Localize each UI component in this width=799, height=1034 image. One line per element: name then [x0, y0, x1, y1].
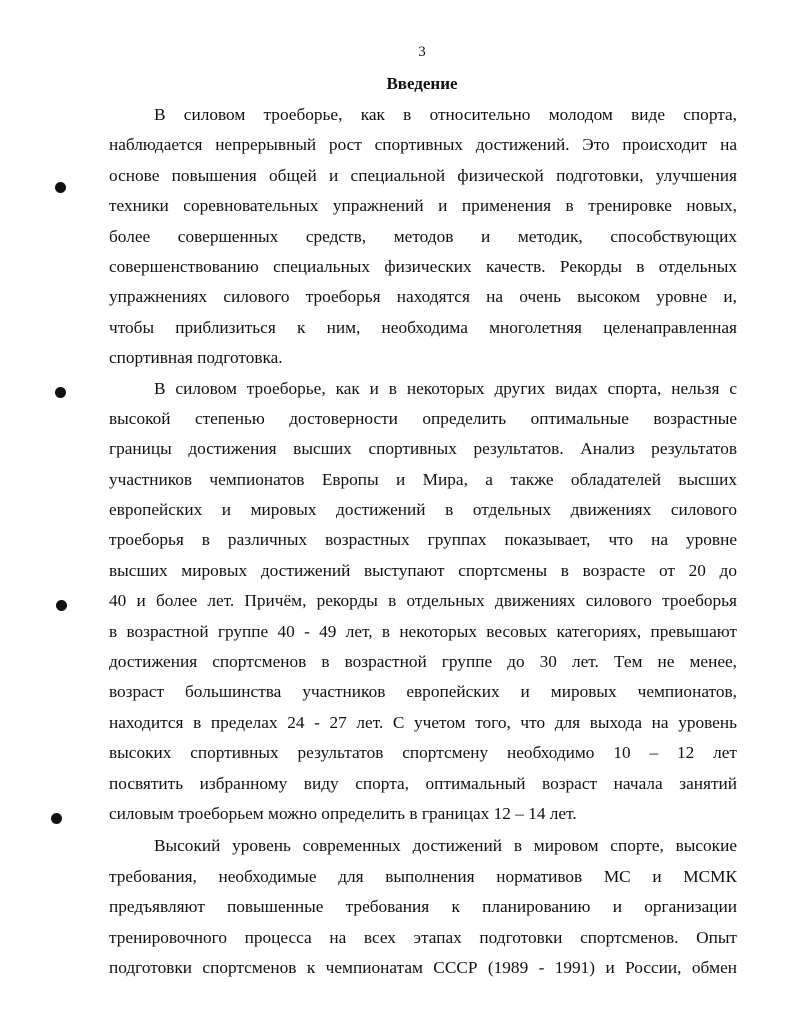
text-line: посвятить избранному виду спорта, оптимальный возраст начала занятий: [109, 773, 737, 793]
page-number: 3: [418, 44, 426, 60]
text-line: европейских и мировых достижений в отдельных движениях силового: [109, 500, 737, 520]
paragraph-intro: [109, 100, 737, 374]
text-line: 40 и более лет. Причём, рекорды в отдельных движениях силового троеборья: [109, 591, 737, 611]
text-line: достижения спортсменов в возрастной группе до 30 лет. Тем не менее,: [109, 652, 737, 672]
text-line: техники соревновательных упражнений и применения в тренировке новых,: [109, 196, 737, 216]
text-line: высокой степенью достоверности определить оптимальные возрастные: [109, 408, 737, 428]
text-line: чтобы приблизиться к ним, необходима многолетняя целенаправленная: [109, 317, 737, 337]
text-line: тренировочного процесса на всех этапах подготовки спортсменов. Опыт: [109, 927, 737, 947]
paragraph-requirements: [109, 831, 737, 983]
text-line: находится в пределах 24 - 27 лет. С учетом того, что для выхода на уровень: [109, 712, 737, 732]
text-line: основе повышения общей и специальной физической подготовки, улучшения: [109, 165, 737, 185]
binder-hole-mark: [56, 600, 67, 611]
text-line: В силовом троеборье, как в относительно молодом виде спорта,: [154, 105, 737, 124]
text-line: совершенствованию специальных физических качеств. Рекорды в отдельных: [109, 256, 737, 276]
text-line: более совершенных средств, методов и методик, способствующих: [109, 226, 737, 246]
text-line: силовым троеборьем можно определить в границах 12 – 14 лет.: [109, 803, 577, 823]
binder-hole-mark: [55, 387, 66, 398]
section-heading: Введение: [386, 74, 458, 93]
text-line: В силовом троеборье, как и в некоторых других видах спорта, нельзя с: [154, 378, 737, 398]
text-line: спортивная подготовка.: [109, 348, 283, 368]
paragraph-age-analysis: [109, 374, 737, 830]
text-line: границы достижения высших спортивных результатов. Анализ результатов: [109, 439, 737, 459]
text-line: троеборья в различных возрастных группах показывает, что на уровне: [109, 530, 737, 550]
text-line: наблюдается непрерывный рост спортивных достижений. Это происходит на: [109, 135, 737, 155]
text-line: предъявляют повышенные требования к планированию и организации: [109, 897, 737, 917]
body-text: [109, 100, 737, 983]
text-line: требования, необходимые для выполнения нормативов МС и МСМК: [109, 866, 737, 886]
text-line: Высокий уровень современных достижений в мировом спорте, высокие: [154, 836, 737, 856]
text-line: возраст большинства участников европейских и мировых чемпионатов,: [109, 682, 737, 702]
text-line: высших мировых достижений выступают спортсмены в возрасте от 20 до: [109, 560, 737, 580]
text-line: высоких спортивных результатов спортсмену необходимо 10 – 12 лет: [109, 743, 737, 763]
text-line: в возрастной группе 40 - 49 лет, в некоторых весовых категориях, превышают: [109, 621, 737, 641]
binder-hole-mark: [55, 182, 66, 193]
text-line: подготовки спортсменов к чемпионатам СССР (1989 - 1991) и России, обмен: [109, 957, 737, 977]
text-line: участников чемпионатов Европы и Мира, а также обладателей высших: [109, 469, 737, 489]
text-line: упражнениях силового троеборья находятся на очень высоком уровне и,: [109, 287, 737, 307]
binder-hole-mark: [51, 813, 62, 824]
